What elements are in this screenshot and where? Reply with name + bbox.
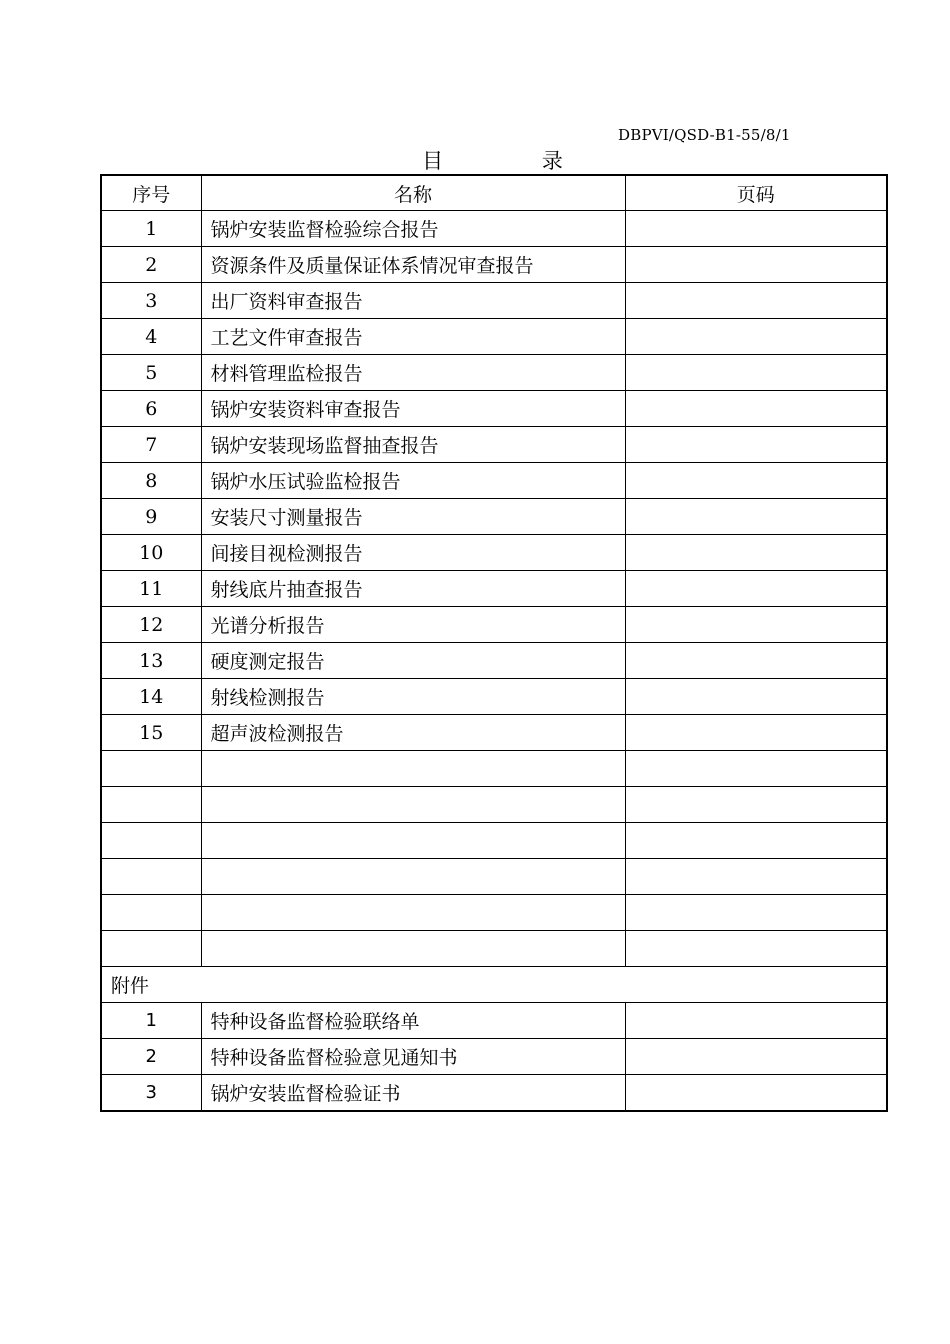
row-page bbox=[625, 319, 887, 355]
attachments-header-row bbox=[101, 967, 887, 1003]
table-row bbox=[101, 499, 887, 535]
column-header-page: 页码 bbox=[625, 175, 887, 211]
attachment-name: 特种设备监督检验联络单 bbox=[201, 1003, 625, 1039]
table-row bbox=[101, 355, 887, 391]
attachment-page bbox=[625, 1039, 887, 1075]
table-row bbox=[101, 319, 887, 355]
attachment-row bbox=[101, 1039, 887, 1075]
row-name: 工艺文件审查报告 bbox=[201, 319, 625, 355]
row-page bbox=[625, 355, 887, 391]
row-number: 13 bbox=[101, 643, 201, 679]
table-row bbox=[101, 643, 887, 679]
document-code: DBPVI/QSD-B1-55/8/1 bbox=[618, 126, 791, 144]
row-name: 出厂资料审查报告 bbox=[201, 283, 625, 319]
attachment-page bbox=[625, 1075, 887, 1112]
row-name: 资源条件及质量保证体系情况审查报告 bbox=[201, 247, 625, 283]
table-row bbox=[101, 247, 887, 283]
attachment-number: 2 bbox=[101, 1039, 201, 1075]
row-number: 12 bbox=[101, 607, 201, 643]
attachment-number: 1 bbox=[101, 1003, 201, 1039]
empty-row bbox=[101, 823, 887, 859]
row-page bbox=[625, 643, 887, 679]
row-page bbox=[625, 535, 887, 571]
table-row bbox=[101, 283, 887, 319]
empty-row bbox=[101, 931, 887, 967]
table-row bbox=[101, 211, 887, 247]
row-number: 11 bbox=[101, 571, 201, 607]
row-number: 5 bbox=[101, 355, 201, 391]
table-row bbox=[101, 535, 887, 571]
row-number: 3 bbox=[101, 283, 201, 319]
table-header-row bbox=[101, 175, 887, 211]
row-name: 材料管理监检报告 bbox=[201, 355, 625, 391]
row-name: 安装尺寸测量报告 bbox=[201, 499, 625, 535]
attachment-name: 特种设备监督检验意见通知书 bbox=[201, 1039, 625, 1075]
row-number: 8 bbox=[101, 463, 201, 499]
row-name: 锅炉水压试验监检报告 bbox=[201, 463, 625, 499]
row-name: 光谱分析报告 bbox=[201, 607, 625, 643]
empty-row bbox=[101, 751, 887, 787]
table-row bbox=[101, 391, 887, 427]
row-page bbox=[625, 679, 887, 715]
table-row bbox=[101, 427, 887, 463]
row-name: 硬度测定报告 bbox=[201, 643, 625, 679]
table-row bbox=[101, 463, 887, 499]
row-page bbox=[625, 247, 887, 283]
attachment-row bbox=[101, 1003, 887, 1039]
row-number: 9 bbox=[101, 499, 201, 535]
row-name: 射线底片抽查报告 bbox=[201, 571, 625, 607]
attachment-row bbox=[101, 1075, 887, 1112]
table-row bbox=[101, 715, 887, 751]
attachment-name: 锅炉安装监督检验证书 bbox=[201, 1075, 625, 1112]
row-name: 锅炉安装现场监督抽查报告 bbox=[201, 427, 625, 463]
empty-row bbox=[101, 895, 887, 931]
table-row bbox=[101, 607, 887, 643]
row-name: 射线检测报告 bbox=[201, 679, 625, 715]
row-page bbox=[625, 499, 887, 535]
row-number: 14 bbox=[101, 679, 201, 715]
table-row bbox=[101, 679, 887, 715]
row-page bbox=[625, 607, 887, 643]
row-number: 15 bbox=[101, 715, 201, 751]
row-number: 2 bbox=[101, 247, 201, 283]
row-name: 间接目视检测报告 bbox=[201, 535, 625, 571]
row-page bbox=[625, 391, 887, 427]
row-page bbox=[625, 283, 887, 319]
empty-row bbox=[101, 859, 887, 895]
attachment-number: 3 bbox=[101, 1075, 201, 1112]
column-header-name: 名称 bbox=[201, 175, 625, 211]
empty-row bbox=[101, 787, 887, 823]
row-number: 4 bbox=[101, 319, 201, 355]
row-page bbox=[625, 571, 887, 607]
row-page bbox=[625, 427, 887, 463]
attachment-page bbox=[625, 1003, 887, 1039]
row-page bbox=[625, 463, 887, 499]
contents-table bbox=[100, 174, 888, 1112]
page-title: 目 录 bbox=[422, 149, 609, 173]
row-number: 1 bbox=[101, 211, 201, 247]
row-name: 锅炉安装监督检验综合报告 bbox=[201, 211, 625, 247]
row-page bbox=[625, 211, 887, 247]
attachments-label: 附件 bbox=[101, 967, 887, 1003]
row-number: 10 bbox=[101, 535, 201, 571]
column-header-number: 序号 bbox=[101, 175, 201, 211]
table-row bbox=[101, 571, 887, 607]
row-page bbox=[625, 715, 887, 751]
row-name: 锅炉安装资料审查报告 bbox=[201, 391, 625, 427]
row-name: 超声波检测报告 bbox=[201, 715, 625, 751]
row-number: 6 bbox=[101, 391, 201, 427]
row-number: 7 bbox=[101, 427, 201, 463]
